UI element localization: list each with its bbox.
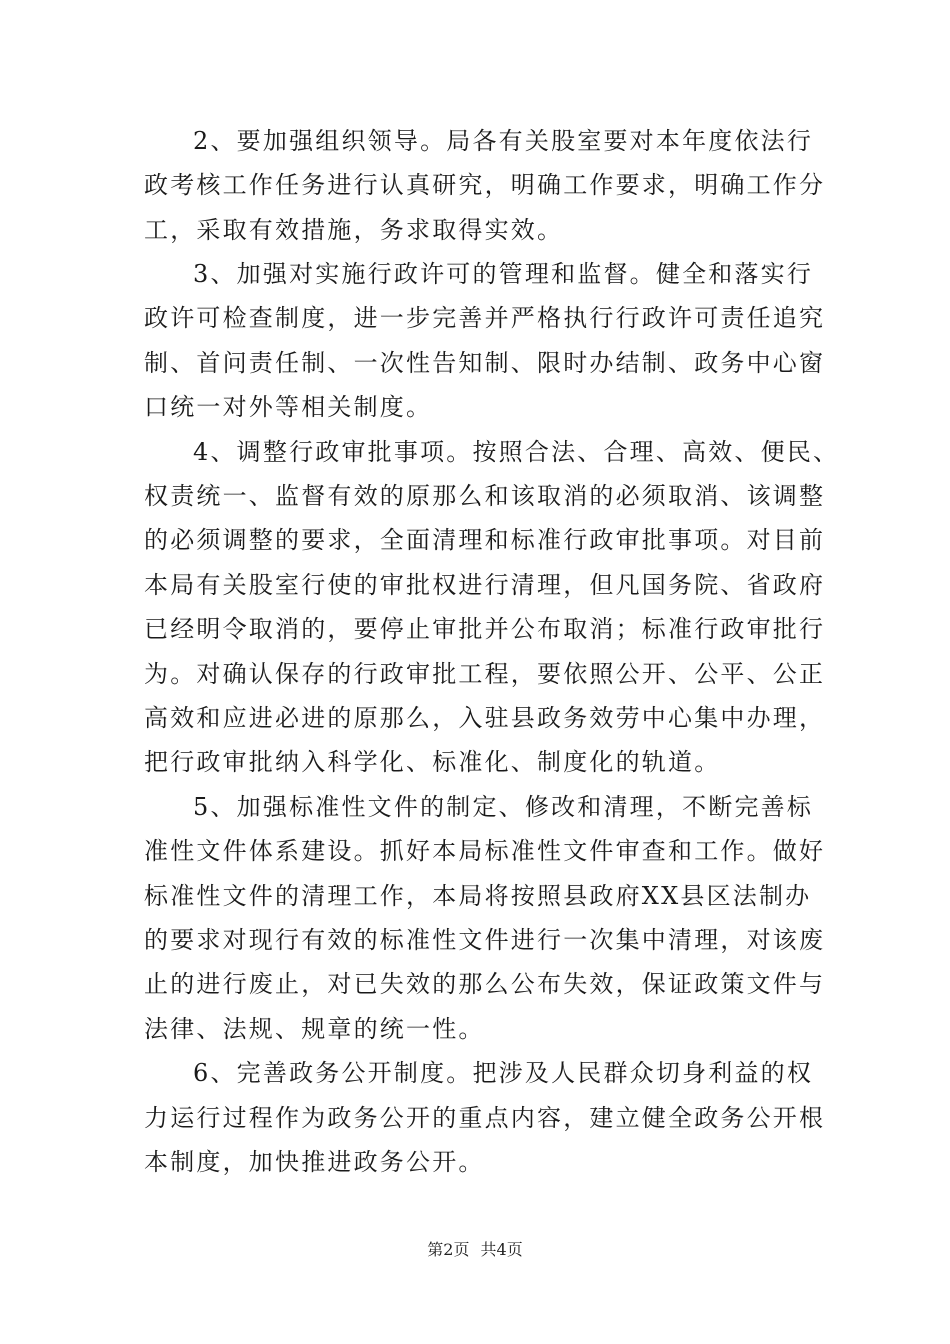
paragraph-5-line-1: 5、加强标准性文件的制定、修改和清理，不断完善标: [193, 793, 814, 821]
paragraph-3-line-3: 制、首问责任制、一次性告知制、限时办结制、政务中心窗: [144, 349, 826, 377]
paragraph-6-line-3: 本制度，加快推进政务公开。: [144, 1148, 485, 1176]
page-footer: [0, 1240, 950, 1260]
paragraph-4-line-6: 为。对确认保存的行政审批工程，要依照公开、公平、公正: [144, 660, 826, 688]
paragraph-4-line-8: 把行政审批纳入科学化、标准化、制度化的轨道。: [144, 748, 721, 776]
paragraph-3-line-1: 3、加强对实施行政许可的管理和监督。健全和落实行: [193, 260, 814, 288]
paragraph-5-line-2: 准性文件体系建设。抓好本局标准性文件审查和工作。做好: [144, 837, 826, 865]
paragraph-2-line-2: 政考核工作任务进行认真研究，明确工作要求，明确工作分: [144, 171, 826, 199]
paragraph-2-line-1: 2、要加强组织领导。局各有关股室要对本年度依法行: [193, 127, 814, 155]
page-total: 共4页: [480, 1240, 523, 1259]
paragraph-5-line-6: 法律、法规、规章的统一性。: [144, 1015, 485, 1043]
paragraph-4-line-1: 4、调整行政审批事项。按照合法、合理、高效、便民、: [193, 438, 840, 466]
paragraph-5-line-5: 止的进行废止，对已失效的那么公布失效，保证政策文件与: [144, 970, 826, 998]
paragraph-4-line-4: 本局有关股室行使的审批权进行清理，但凡国务院、省政府: [144, 571, 826, 599]
paragraph-6-line-2: 力运行过程作为政务公开的重点内容，建立健全政务公开根: [144, 1104, 826, 1132]
paragraph-3-line-4: 口统一对外等相关制度。: [144, 393, 433, 421]
paragraph-5-line-3: 标准性文件的清理工作，本局将按照县政府XX县区法制办: [144, 882, 812, 910]
paragraph-4-line-7: 高效和应进必进的原那么，入驻县政务效劳中心集中办理，: [144, 704, 826, 732]
paragraph-4-line-3: 的必须调整的要求，全面清理和标准行政审批事项。对目前: [144, 526, 826, 554]
paragraph-4-line-5: 已经明令取消的，要停止审批并公布取消；标准行政审批行: [144, 615, 826, 643]
paragraph-6-line-1: 6、完善政务公开制度。把涉及人民群众切身利益的权: [193, 1059, 814, 1087]
paragraph-3-line-2: 政许可检查制度，进一步完善并严格执行行政许可责任追究: [144, 304, 826, 332]
page-number: 第2页: [427, 1240, 470, 1259]
paragraph-4-line-2: 权责统一、监督有效的原那么和该取消的必须取消、该调整: [144, 482, 826, 510]
paragraph-5-line-4: 的要求对现行有效的标准性文件进行一次集中清理，对该废: [144, 926, 826, 954]
paragraph-2-line-3: 工，采取有效措施，务求取得实效。: [144, 216, 564, 244]
